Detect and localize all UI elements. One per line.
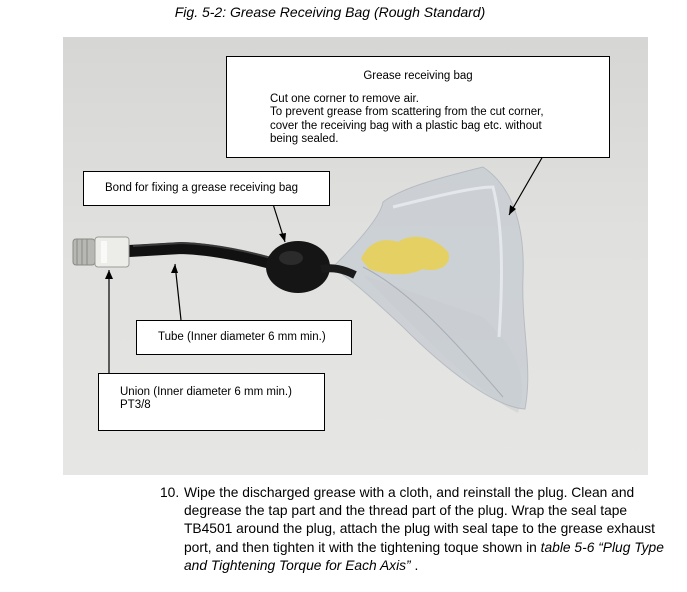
bond-lump <box>266 241 330 293</box>
figure-caption: Fig. 5-2: Grease Receiving Bag (Rough Standard) <box>174 4 486 20</box>
step-number: 10. <box>160 485 180 500</box>
callout-bag-line: cover the receiving bag with a plastic bag etc. without <box>270 119 542 132</box>
callout-union <box>98 373 325 431</box>
callout-union-line: Union (Inner diameter 6 mm min.) <box>120 386 292 398</box>
callout-bond-text: Bond for fixing a grease receiving bag <box>105 182 299 194</box>
callout-bag-title: Grease receiving bag <box>363 70 473 82</box>
procedure-step <box>160 484 670 575</box>
callout-tube-text: Tube (Inner diameter 6 mm min.) <box>158 331 326 343</box>
plastic-bag <box>335 167 528 409</box>
callout-union-text <box>99 374 324 412</box>
step-end: . <box>410 557 419 573</box>
callout-union-line: PT3/8 <box>120 399 151 412</box>
figure-photo <box>63 37 648 475</box>
table-reference-link[interactable]: table 5-6 “Plug Type and Tightening Torque for Each Axis” <box>184 539 664 573</box>
step-body: Wipe the discharged grease with a cloth, and reinstall the plug. Clean and degrease the tap part and the thread part of the plug. Wrap the seal tape TB4501 around the plug, attach the plug with seal tape to the grease exhaust port, and then tighten it with the tightening toque shown in <box>184 485 655 555</box>
callout-tube <box>136 320 352 355</box>
callout-bag-line: Cut one corner to remove air. <box>270 93 419 106</box>
callout-bond <box>83 171 330 206</box>
callout-bag-line: being sealed. <box>270 132 339 145</box>
union-nut <box>95 237 129 267</box>
callout-bag-body <box>270 93 609 146</box>
union-thread <box>73 239 95 265</box>
callout-grease-receiving-bag <box>226 56 610 158</box>
bag-leader <box>509 156 543 215</box>
callout-bag-line: To prevent grease from scattering from the cut corner, <box>270 106 544 119</box>
step-text <box>184 484 670 575</box>
